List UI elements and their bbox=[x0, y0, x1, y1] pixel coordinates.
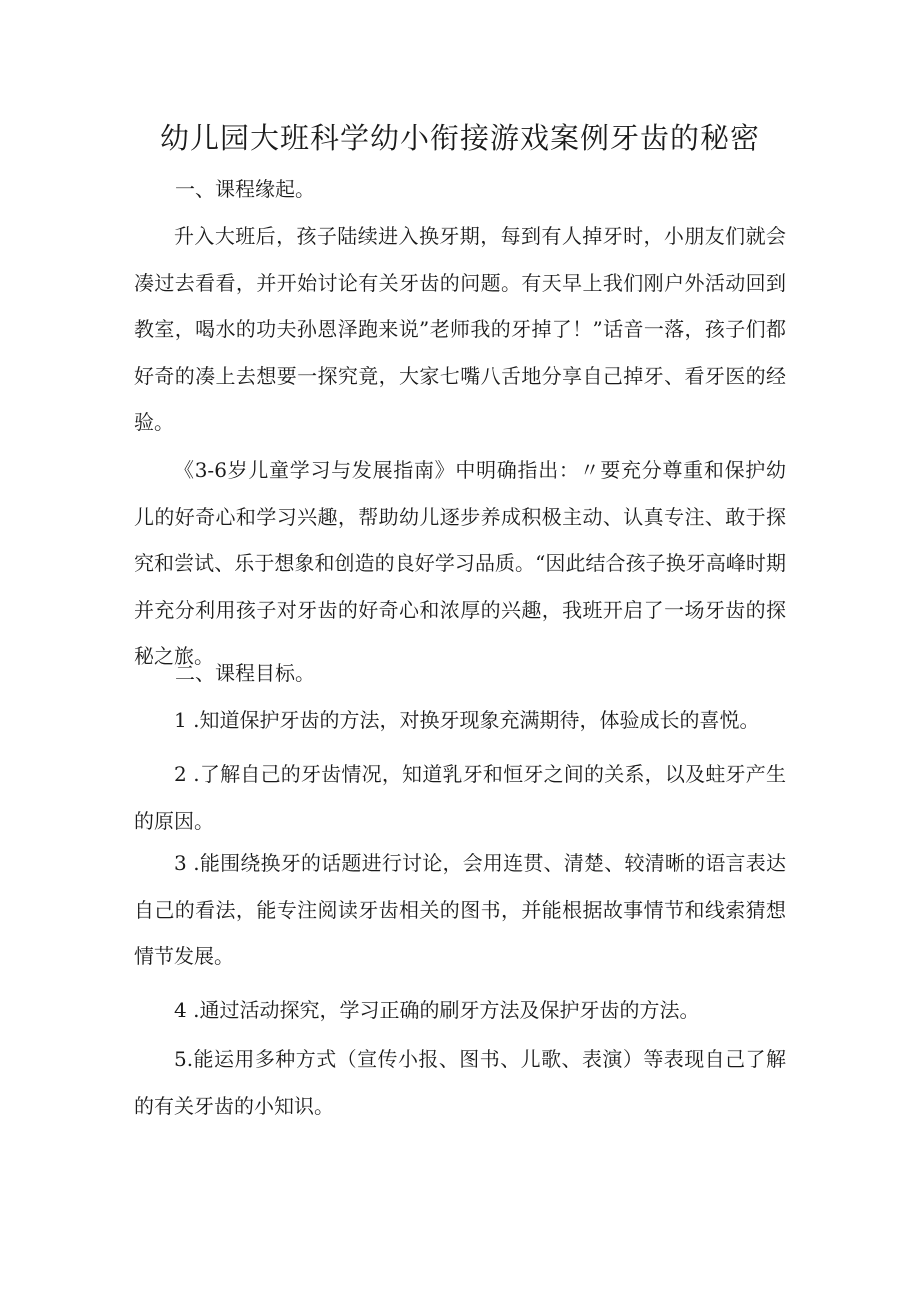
document-title: 幼儿园大班科学幼小衔接游戏案例牙齿的秘密 bbox=[159, 121, 760, 155]
goal-item-1: 1 .知道保护牙齿的方法，对换牙现象充满期待，体验成长的喜悦。 bbox=[174, 708, 760, 732]
paragraph-guideline: 《3-6岁儿童学习与发展指南》中明确指出：〃要充分尊重和保护幼儿的好奇心和学习兴趣，帮助幼儿逐步养成积极主动、认真专注、敢于探究和尝试、乐于想象和创造的良好学习品质。“因此结合孩子换牙高峰时期并充分利用孩子对牙齿的好奇心和浓厚的兴趣，我班开启了一场牙齿的探秘之旅。 bbox=[134, 458, 786, 668]
goal-item-3: 3 .能围绕换牙的话题进行讨论，会用连贯、清楚、较清晰的语言表达自己的看法，能专注阅读牙齿相关的图书，并能根据故事情节和线索猜想情节发展。 bbox=[134, 851, 786, 968]
goal-item-5: 5.能运用多种方式（宣传小报、图书、儿歌、表演）等表现自己了解的有关牙齿的小知识。 bbox=[134, 1047, 786, 1118]
paragraph-origin: 升入大班后，孩子陆续进入换牙期，每到有人掉牙时，小朋友们就会凑过去看看，并开始讨论有关牙齿的问题。有天早上我们刚户外活动回到教室，喝水的功夫孙恩泽跑来说”老师我的牙掉了！”话音一落，孩子们都好奇的凑上去想要一探究竟，大家七嘴八舌地分享自己掉牙、看牙医的经验。 bbox=[134, 224, 786, 434]
section-heading-goals: 二、课程目标。 bbox=[175, 661, 315, 685]
goal-item-4: 4 .通过活动探究，学习正确的刷牙方法及保护牙齿的方法。 bbox=[174, 998, 700, 1022]
section-heading-origin: 一、课程缘起。 bbox=[175, 177, 315, 201]
goal-item-2: 2 .了解自己的牙齿情况，知道乳牙和恒牙之间的关系，以及蛀牙产生的原因。 bbox=[134, 762, 786, 833]
